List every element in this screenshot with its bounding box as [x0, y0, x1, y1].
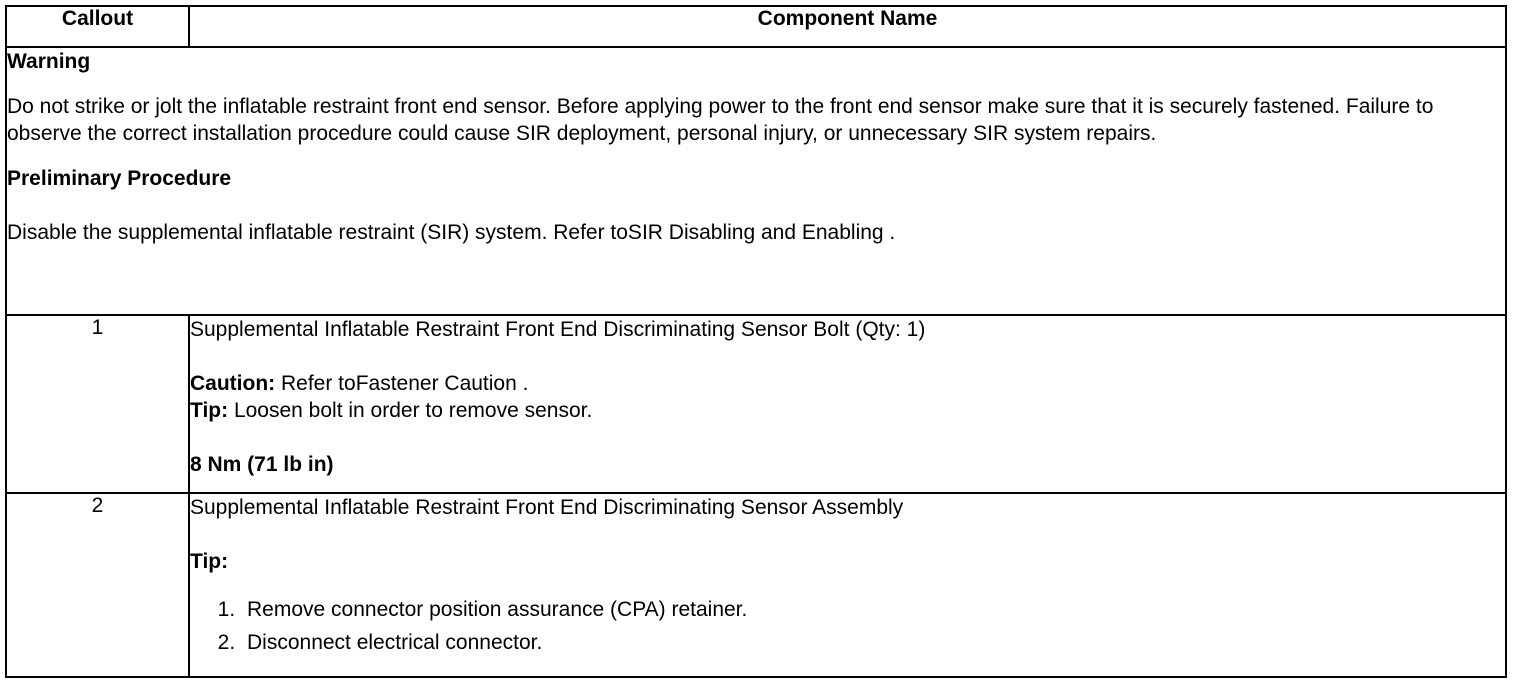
torque-spec: 8 Nm (71 lb in)	[190, 453, 334, 476]
header-row	[6, 6, 1506, 47]
tip-text: Loosen bolt in order to remove sensor.	[228, 399, 593, 422]
callout-column-header: Callout	[6, 6, 189, 47]
tip-label: Tip:	[190, 550, 229, 573]
component-name: Supplemental Inflatable Restraint Front End Discriminating Sensor Bolt (Qty: 1)	[190, 318, 926, 341]
intro-cell	[6, 47, 1506, 315]
component-name: Supplemental Inflatable Restraint Front End Discriminating Sensor Assembly	[190, 496, 904, 519]
procedure-table	[5, 5, 1507, 678]
table-row	[6, 493, 1506, 677]
list-item: 1. Remove connector position assurance (CPA) retainer.	[241, 593, 1505, 626]
step-list	[190, 593, 1505, 659]
caution-label: Caution:	[190, 372, 276, 395]
caution-text: Refer toFastener Caution .	[275, 372, 529, 395]
preliminary-procedure-text: Disable the supplemental inflatable restraint (SIR) system. Refer toSIR Disabling and Enabling .	[7, 221, 896, 244]
intro-row	[6, 47, 1506, 315]
tip-note	[190, 397, 1505, 424]
warning-title: Warning	[7, 50, 91, 73]
callout-number: 2	[6, 493, 189, 677]
callout-number: 1	[6, 315, 189, 493]
preliminary-procedure-title: Preliminary Procedure	[7, 167, 232, 190]
tip-label: Tip:	[190, 399, 229, 422]
component-cell	[189, 493, 1506, 677]
warning-text: Do not strike or jolt the inflatable restraint front end sensor. Before applying power to the front end sensor make sure that it is securely fastened. Failure to observe the correct installation procedure could cause SIR deployment, personal injury, or unnecessary SIR system repairs.	[7, 95, 1434, 145]
component-name-column-header: Component Name	[189, 6, 1506, 47]
caution-note	[190, 370, 1505, 397]
list-item: 2. Disconnect electrical connector.	[241, 626, 1505, 659]
component-cell	[189, 315, 1506, 493]
table-row	[6, 315, 1506, 493]
